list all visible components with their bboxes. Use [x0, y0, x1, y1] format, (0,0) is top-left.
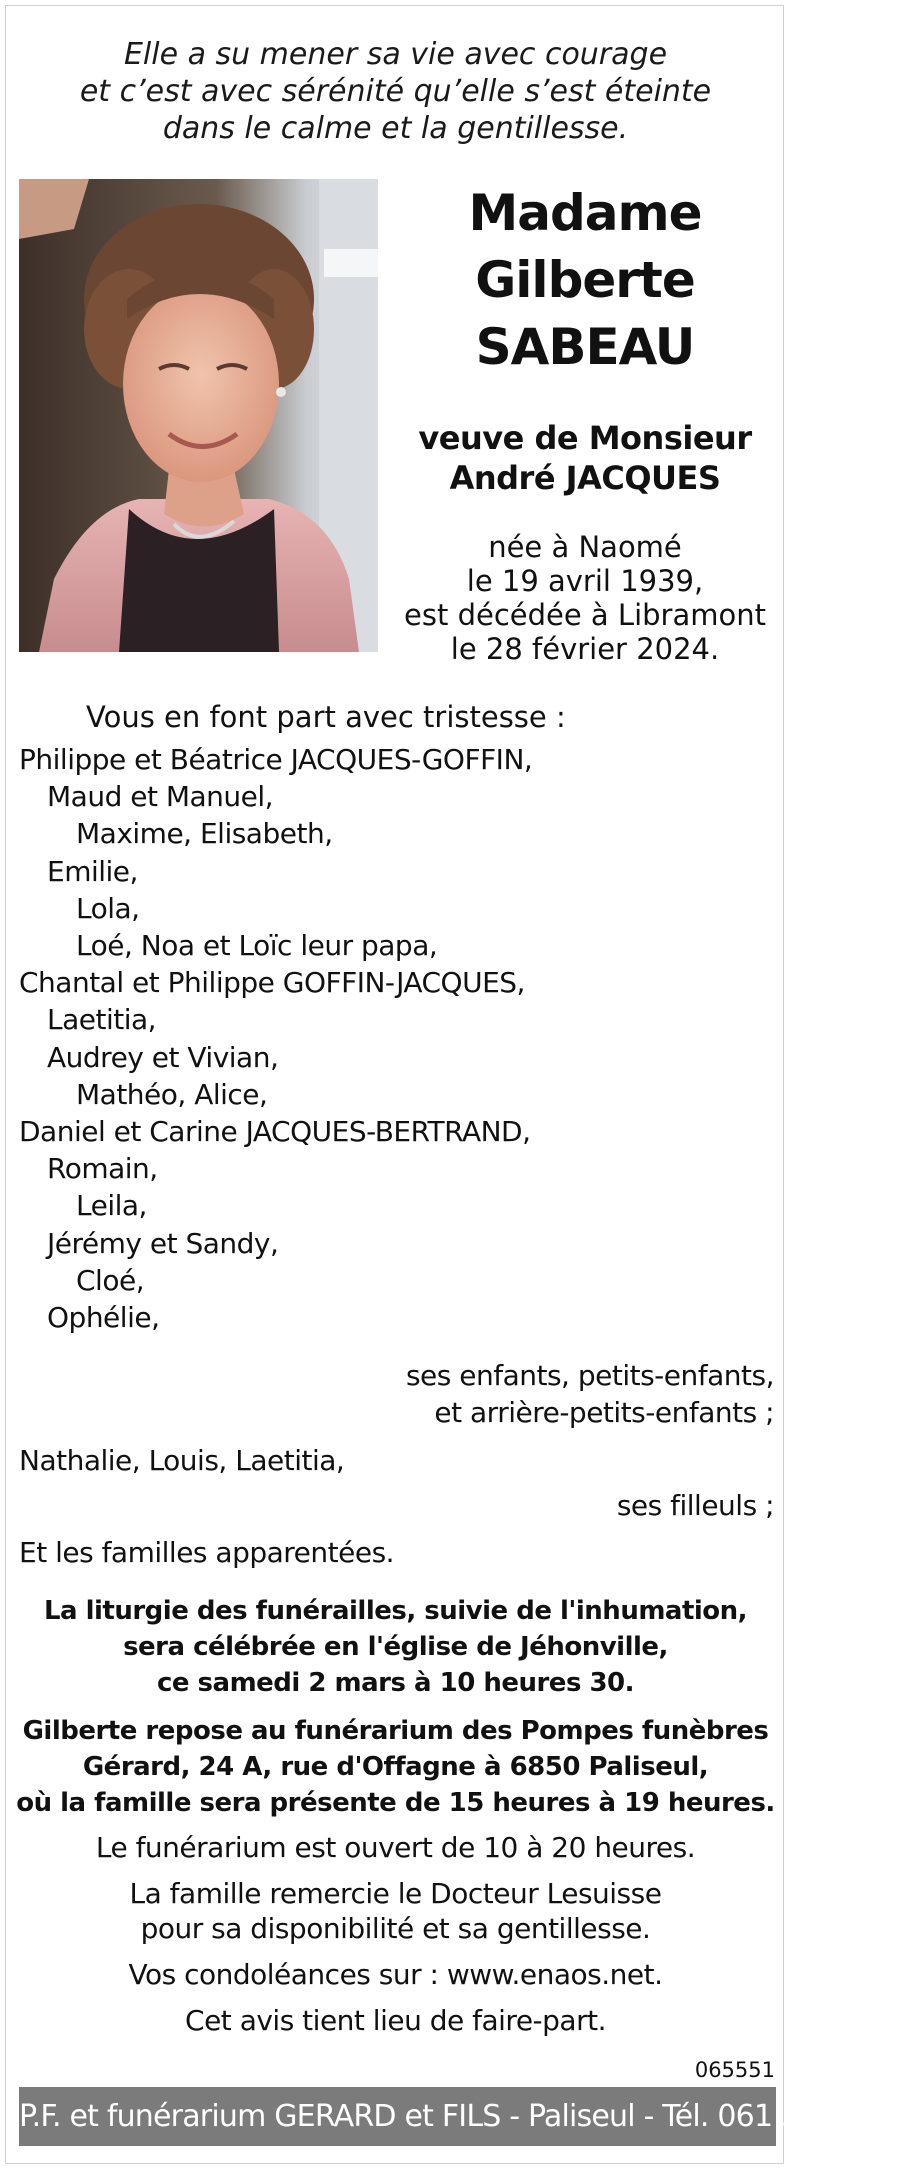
info-line: Le funérarium est ouvert de 10 à 20 heures.	[95, 1831, 696, 1864]
quote-line: dans le calme et la gentillesse.	[162, 111, 629, 146]
relation-line: ses enfants, petits-enfants,	[405, 1359, 774, 1392]
condolences-line	[0, 1957, 791, 1992]
death-date: le 28 février 2024.	[450, 632, 720, 666]
info-line: Cet avis tient lieu de faire-part.	[185, 2004, 606, 2037]
name-first: Gilberte	[475, 251, 695, 309]
thanks-paragraph	[0, 1876, 791, 1946]
family-member-line: Chantal et Philippe GOFFIN-JACQUES,	[19, 966, 525, 1000]
funeral-home-footer: P.F. et funérarium GERARD et FILS - Paliseul - Tél. 061 53 32 84	[19, 2087, 776, 2146]
relatives-line: Et les familles apparentées.	[19, 1536, 395, 1569]
family-member-line: Lola,	[76, 891, 140, 925]
godchildren-names: Nathalie, Louis, Laetitia,	[19, 1444, 345, 1477]
info-line: La famille remercie le Docteur Lesuisse	[129, 1877, 662, 1910]
family-member-line: Laetitia,	[47, 1003, 157, 1037]
liturgy-line: ce samedi 2 mars à 10 heures 30.	[156, 1668, 635, 1698]
visitation-line: où la famille sera présente de 15 heures à 19 heures.	[16, 1788, 775, 1818]
epitaph-quote	[0, 36, 791, 147]
death-place: est décédée à Libramont	[404, 598, 766, 632]
reference-number: 065551	[694, 2058, 775, 2082]
family-member-line: Daniel et Carine JACQUES-BERTRAND,	[19, 1115, 531, 1149]
birth-date: le 19 avril 1939,	[466, 564, 704, 598]
family-member-line: Ophélie,	[47, 1301, 160, 1335]
visitation-line: Gérard, 24 A, rue d'Offagne à 6850 Paliseul,	[82, 1752, 709, 1782]
family-member-line: Cloé,	[76, 1263, 145, 1297]
family-member-line: Mathéo, Alice,	[76, 1077, 268, 1111]
family-member-line: Maxime, Elisabeth,	[76, 817, 333, 851]
info-line: Vos condoléances sur : www.enaos.net.	[128, 1958, 663, 1991]
relation-label	[406, 1357, 774, 1431]
widow-line: veuve de Monsieur	[418, 419, 752, 457]
name-title: Madame	[468, 184, 702, 242]
family-member-line: Maud et Manuel,	[47, 780, 274, 814]
family-member-line: Jérémy et Sandy,	[47, 1226, 279, 1260]
birth-death-info	[385, 530, 785, 666]
godchildren-label: ses filleuls ;	[616, 1489, 774, 1522]
family-member-line: Emilie,	[47, 854, 138, 888]
family-list	[19, 741, 774, 1336]
announcement-line: Vous en font part avec tristesse :	[86, 700, 566, 734]
funerarium-hours	[0, 1830, 791, 1865]
quote-line: et c’est avec sérénité qu’elle s’est éteinte	[79, 74, 712, 109]
family-member-line: Romain,	[47, 1152, 158, 1186]
deceased-portrait	[19, 179, 378, 652]
widow-line: André JACQUES	[449, 459, 721, 497]
notice-line	[0, 2003, 791, 2038]
family-member-line: Philippe et Béatrice JACQUES-GOFFIN,	[19, 743, 533, 776]
info-line: pour sa disponibilité et sa gentillesse.	[140, 1912, 651, 1945]
deceased-name	[390, 180, 780, 381]
name-last: SABEAU	[475, 318, 695, 376]
family-member-line: Loé, Noa et Loïc leur papa,	[76, 929, 438, 963]
liturgy-paragraph	[0, 1593, 791, 1701]
family-member-line: Audrey et Vivian,	[47, 1040, 279, 1074]
liturgy-line: sera célébrée en l'église de Jéhonville,	[123, 1632, 668, 1662]
widow-of	[390, 418, 780, 498]
additional-info	[0, 1830, 791, 2049]
liturgy-line: La liturgie des funérailles, suivie de l'inhumation,	[43, 1596, 748, 1626]
visitation-paragraph	[0, 1713, 791, 1821]
visitation-line: Gilberte repose au funérarium des Pompes funèbres	[22, 1716, 769, 1746]
family-member-line: Leila,	[76, 1189, 147, 1223]
birth-place: née à Naomé	[488, 530, 682, 564]
funeral-details	[0, 1593, 791, 1833]
relation-line: et arrière-petits-enfants ;	[434, 1396, 774, 1429]
quote-line: Elle a su mener sa vie avec courage	[123, 37, 668, 72]
